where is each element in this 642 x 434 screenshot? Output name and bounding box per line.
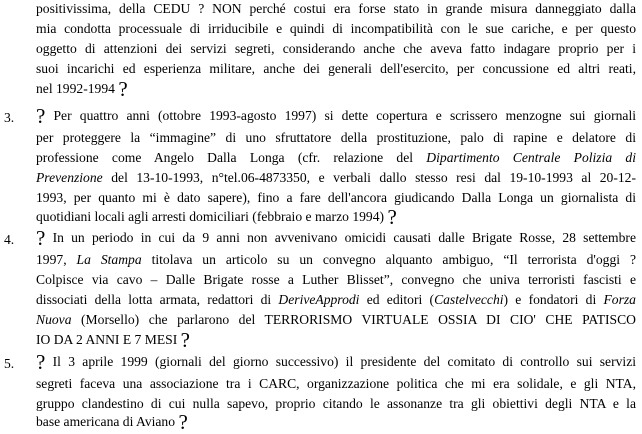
text-line: base americana di Aviano ? [36, 410, 188, 434]
text-line: IO DA 2 ANNI E 7 MESI ? [36, 328, 190, 352]
question-mark-glyph: ? [387, 205, 397, 229]
item-number: 3. [4, 110, 15, 125]
question-mark-glyph: ? [180, 328, 190, 352]
question-mark-glyph: ? [36, 350, 46, 374]
text-line: nel 1992-1994 ? [36, 77, 128, 101]
text-line: positivissima, della CEDU ? NON perché costui era forse stato in grande misura danneggiato dalla [36, 1, 636, 16]
question-mark-glyph: ? [178, 410, 188, 434]
text-line: Colpisce via cavo – Dalle Brigate rosse a Luther Blisset”, convegno che univa terroristi fascisti e [36, 272, 636, 287]
text-line: quotidiani locali agli arresti domiciliari (febbraio e marzo 1994) ? [36, 205, 397, 229]
text-line: oggetto di attenzioni dei servizi segreti, considerando anche che aveva fatto indagare proprio per i [36, 41, 636, 56]
item-number: 4. [4, 232, 15, 247]
text-line: segreti faceva una associazione tra i CARC, organizzazione politica che mi era solidale, e gli NTA, [36, 376, 636, 391]
question-mark-glyph: ? [36, 104, 46, 128]
text-line: Nuova (Morsello) che parlarono del TERRORISMO VIRTUALE OSSIA DI CIO' CHE PATISCO [36, 312, 636, 327]
text-line: gruppo clandestino di cui nulla sapevo, proprio citando le assonanze tra gli obiettivi degli NTA e la [36, 396, 636, 411]
item-number: 5. [4, 356, 15, 371]
text-line: ? Il 3 aprile 1999 (giornali del giorno successivo) il presidente del comitato di controllo sui servizi [36, 350, 637, 374]
text-line: per proteggere la “immagine” di uno sfruttatore della prostituzione, palo di rapine e delatore di [36, 130, 636, 145]
text-line: dissociati della lotta armata, redattori di DeriveApprodi ed editori (Castelvecchi) e fondatori di Forza [36, 292, 636, 307]
question-mark-glyph: ? [118, 77, 128, 101]
text-line: suoi incarichi ed esperienza militare, anche dei generali dell'esercito, per concussione ed altri reati, [36, 61, 636, 76]
text-line: 1993, per quanto mi è dato sapere), fino a fare dell'ancora giudicando Dalla Longa un giornalista di [36, 190, 636, 205]
text-line: ? In un periodo in cui da 9 anni non avvenivano omicidi causati dalle Brigate Rosse, 28 settembre [36, 226, 636, 250]
text-line: Prevenzione del 13-10-1993, n°tel.06-4873350, e verbali dallo stesso resi dal 19-10-1993 al 20-12- [36, 170, 637, 185]
text-line: mia condotta processuale di irriducibile e quindi di incompatibilità con le sue cariche, e per questo [36, 21, 636, 36]
question-mark-glyph: ? [36, 226, 46, 250]
text-line: 1997, La Stampa titolava un articolo su un convegno alquanto ambiguo, “Il terrorista d'oggi ? [36, 252, 637, 267]
text-line: professione come Angelo Dalla Longa (cfr. relazione del Dipartimento Centrale Polizia di [36, 150, 636, 165]
text-line: ? Per quattro anni (ottobre 1993-agosto 1997) si dette copertura e scrissero menzogne sui giornali [36, 104, 636, 128]
